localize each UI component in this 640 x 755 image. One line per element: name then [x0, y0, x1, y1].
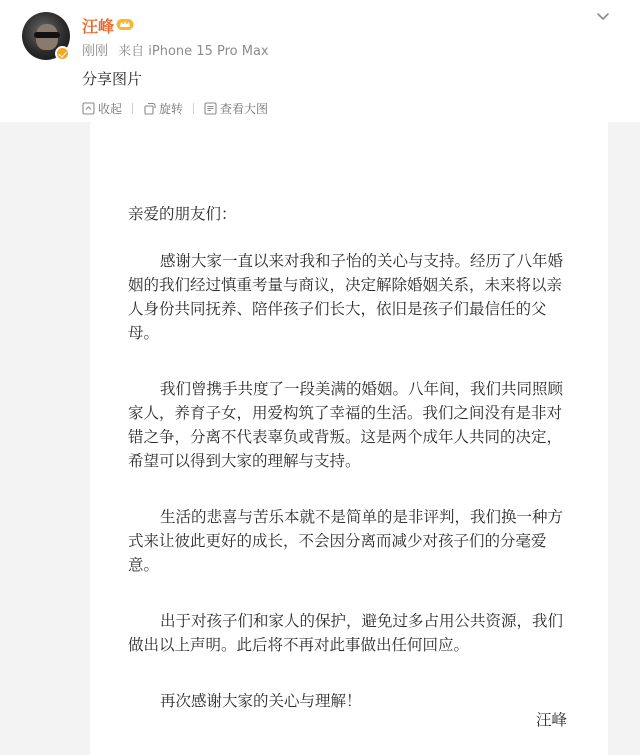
image-toolbar: [82, 99, 278, 117]
rotate-icon: [143, 102, 156, 115]
letter-paragraph: 感谢大家一直以来对我和子怡的关心与支持。经历了八年婚姻的我们经过慎重考量与商议，决定解除婚姻关系，未来将以亲人身份共同抚养、陪伴孩子们长大，依旧是孩子们最信任的父母。: [128, 252, 564, 342]
post-time: 刚刚: [82, 44, 109, 59]
collapse-label: 收起: [98, 101, 123, 116]
post-meta: [82, 40, 269, 59]
view-large-label: 查看大图: [220, 101, 269, 116]
letter-paragraph: 生活的悲喜与苦乐本就不是简单的是非评判，我们换一种方式来让彼此更好的成长，不会因分离而减少对孩子们的分毫爱意。: [128, 508, 564, 574]
letter-paragraph: 出于对孩子们和家人的保护，避免过多占用公共资源，我们做出以上声明。此后将不再对此事做出任何回应。: [128, 612, 564, 654]
letter-paragraph: 我们曾携手共度了一段美满的婚姻。八年间，我们共同照顾家人，养育子女，用爱构筑了幸福的生活。我们之间没有是非对错之争，分离不代表辜负或背叛。这是两个成年人共同的决定，希望可以得到大家的理解与支持。: [128, 380, 564, 470]
view-large-image-icon: [204, 102, 217, 115]
letter-greeting: 亲爱的朋友们：: [128, 205, 237, 223]
rotate-label: 旋转: [159, 101, 184, 116]
view-large-button[interactable]: [204, 100, 268, 117]
post-text: 分享图片: [82, 70, 143, 88]
shared-image[interactable]: [90, 122, 608, 755]
toolbar-divider: [193, 103, 194, 114]
rotate-button[interactable]: [143, 100, 183, 117]
chevron-down-icon[interactable]: [595, 8, 611, 24]
toolbar-divider: [132, 103, 133, 114]
username[interactable]: 汪峰: [82, 17, 115, 36]
letter-paragraph: 再次感谢大家的关心与理解！: [160, 692, 362, 710]
letter-signature: 汪峰: [536, 711, 568, 729]
collapse-icon: [82, 102, 95, 115]
vip-crown-icon: [116, 17, 134, 31]
post-source: 来自 iPhone 15 Pro Max: [118, 44, 269, 59]
avatar-glasses: [34, 32, 60, 38]
statement-letter: [128, 202, 570, 745]
collapse-button[interactable]: [82, 100, 122, 117]
verified-badge-icon: [55, 46, 70, 61]
post-header: [0, 0, 640, 122]
